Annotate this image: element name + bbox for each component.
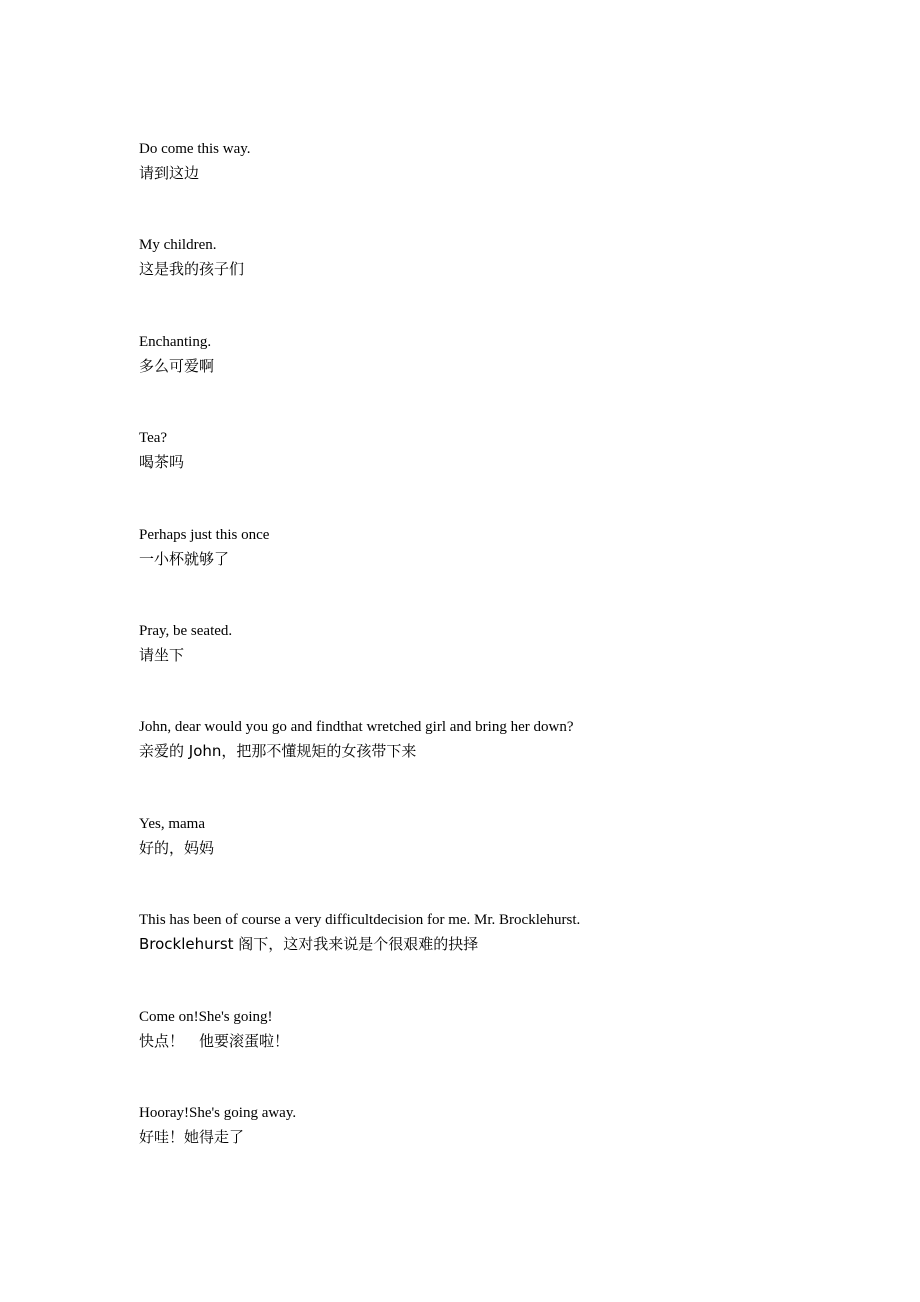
dialogue-entry	[139, 523, 839, 619]
dialogue-entry	[139, 1005, 839, 1101]
chinese-line: 请到这边	[139, 164, 200, 182]
chinese-line: 喝茶吗	[139, 453, 185, 472]
english-line: Come on!She's going!	[139, 1008, 273, 1025]
english-line: Yes, mama	[139, 815, 205, 832]
chinese-line: 好哇！她得走了	[139, 1127, 245, 1146]
chinese-line: 请坐下	[139, 645, 185, 664]
dialogue-entry	[139, 715, 839, 811]
dialogue-list	[139, 137, 839, 1197]
dialogue-entry	[139, 426, 839, 522]
chinese-line: 亲爱的 John，把那不懂规矩的女孩带下来	[139, 742, 417, 761]
dialogue-entry	[139, 330, 839, 426]
chinese-line: 这是我的孩子们	[139, 260, 245, 279]
english-line: This has been of course a very difficultdecision for me. Mr. Brocklehurst.	[139, 912, 581, 929]
english-line: Hooray!She's going away.	[139, 1104, 297, 1121]
english-line: Enchanting.	[139, 333, 212, 350]
dialogue-entry	[139, 619, 839, 715]
english-line: Tea?	[139, 430, 168, 447]
english-line: John, dear would you go and findthat wretched girl and bring her down?	[139, 719, 574, 736]
chinese-line: Brocklehurst 阁下，这对我来说是个很艰难的抉择	[139, 935, 479, 954]
chinese-line: 一小杯就够了	[139, 549, 230, 568]
english-line: Pray, be seated.	[139, 622, 233, 639]
chinese-line: 快点！ 他要滚蛋啦！	[139, 1031, 290, 1050]
dialogue-entry	[139, 1101, 839, 1197]
english-line: Perhaps just this once	[139, 526, 270, 543]
dialogue-entry	[139, 812, 839, 908]
chinese-line: 多么可爱啊	[139, 356, 215, 375]
english-line: Do come this way.	[139, 141, 251, 157]
dialogue-entry	[139, 908, 839, 1004]
dialogue-entry	[139, 137, 839, 233]
dialogue-entry	[139, 233, 839, 329]
english-line: My children.	[139, 237, 217, 254]
chinese-line: 好的，妈妈	[139, 838, 215, 857]
